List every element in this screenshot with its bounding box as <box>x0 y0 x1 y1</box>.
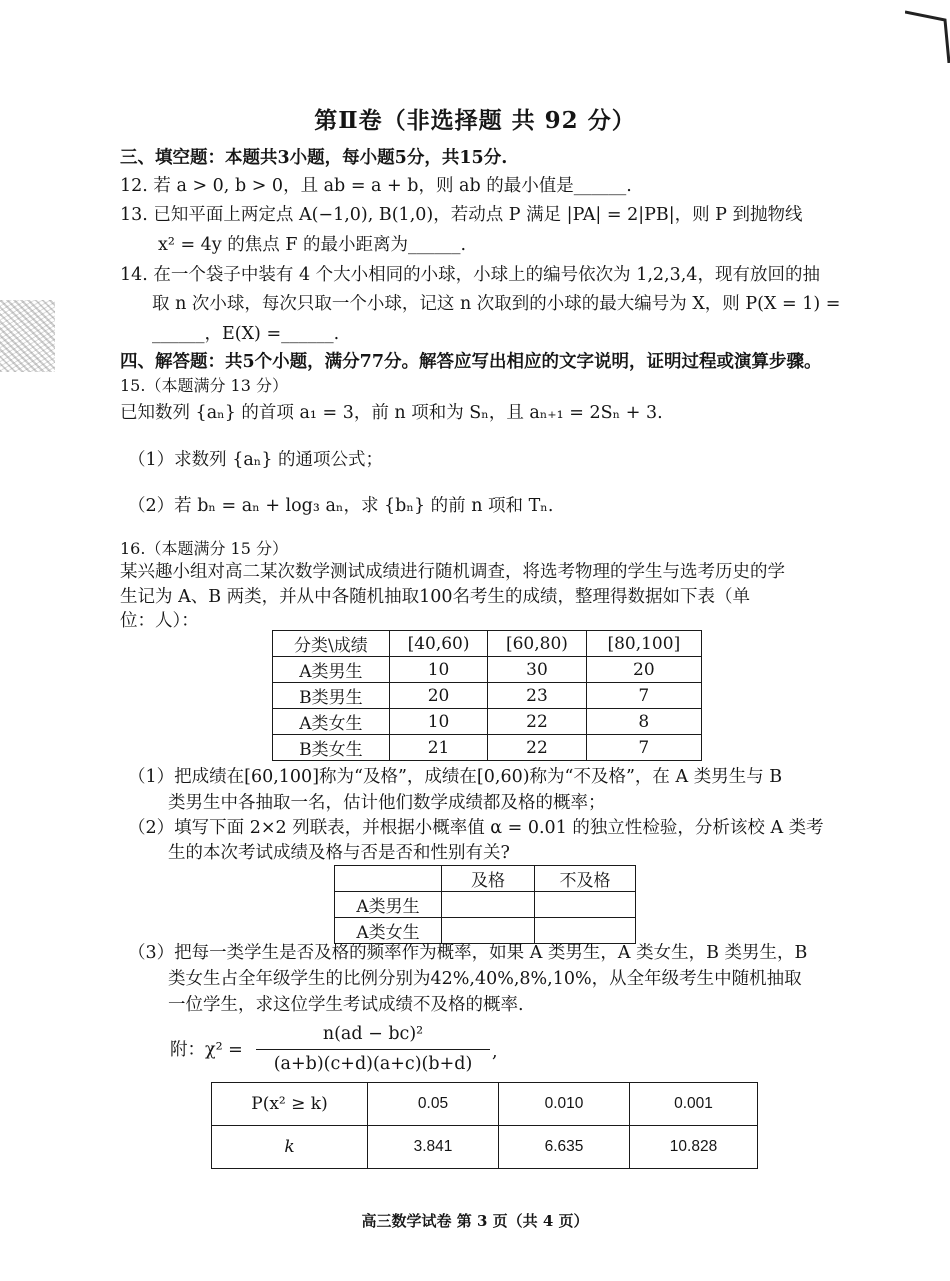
table-row <box>273 683 702 709</box>
table-cell: 0.010 <box>499 1083 630 1126</box>
score-distribution-table <box>272 630 702 761</box>
question-13-line-1: 13. 已知平面上两定点 A(−1,0), B(1,0)，若动点 P 满足 |PA| = 2|PB|，则 P 到抛物线 <box>120 205 803 225</box>
table-row <box>212 1126 758 1169</box>
table-cell: B类女生 <box>273 735 390 761</box>
scan-corner-mark <box>905 8 950 63</box>
question-14-line-3: ______，E(X) =______. <box>152 324 340 344</box>
table-cell: A类男生 <box>273 657 390 683</box>
table-cell: 23 <box>488 683 586 709</box>
table-header-cell: 及格 <box>442 866 535 892</box>
table-header-row <box>273 631 702 657</box>
table-cell: 30 <box>488 657 586 683</box>
question-16-part-3-line-3: 一位学生，求这位学生考试成绩不及格的概率. <box>168 995 524 1015</box>
question-16-part-2-line-2: 生的本次考试成绩及格与否是否和性别有关? <box>168 843 510 863</box>
table-cell: 7 <box>586 683 701 709</box>
question-16-part-2-line-1: （2）填写下面 2×2 列联表，并根据小概率值 α = 0.01 的独立性检验，分析该校 A 类考 <box>128 818 824 838</box>
table-header-row <box>335 866 636 892</box>
page-footer: 高三数学试卷 第 3 页（共 4 页） <box>361 1212 589 1230</box>
question-16-part-1-line-1: （1）把成绩在[60,100]称为“及格”，成绩在[0,60)称为“不及格”，在 A 类男生与 B <box>128 767 783 787</box>
table-row <box>212 1083 758 1126</box>
fraction-bar <box>256 1049 490 1050</box>
table-header-cell: 不及格 <box>535 866 636 892</box>
table-cell: k <box>212 1126 368 1169</box>
question-16-stem-line-1: 某兴趣小组对高二某次数学测试成绩进行随机调查，将选考物理的学生与选考历史的学 <box>120 562 785 582</box>
table-cell: A类女生 <box>335 918 442 944</box>
appendix-label: 附：χ² = <box>170 1040 243 1060</box>
table-cell: 6.635 <box>499 1126 630 1169</box>
contingency-table <box>334 865 636 944</box>
table-row <box>273 735 702 761</box>
table-cell: 20 <box>586 657 701 683</box>
table-header-cell: [80,100] <box>586 631 701 657</box>
formula-denominator: (a+b)(c+d)(a+c)(b+d) <box>273 1054 473 1074</box>
table-cell: 8 <box>586 709 701 735</box>
table-cell: P(x² ≥ k) <box>212 1083 368 1126</box>
table-cell: 0.05 <box>368 1083 499 1126</box>
question-15-part-1: （1）求数列 {aₙ} 的通项公式； <box>128 450 384 470</box>
critical-value-table <box>211 1082 758 1169</box>
table-header-cell: [60,80) <box>488 631 586 657</box>
table-cell: 7 <box>586 735 701 761</box>
table-cell: 0.001 <box>630 1083 758 1126</box>
question-16-stem-line-3: 位：人）： <box>120 611 199 631</box>
table-header-cell: 分类\成绩 <box>273 631 390 657</box>
table-cell: 21 <box>389 735 487 761</box>
formula-tail: , <box>492 1042 498 1062</box>
question-16-part-3-line-2: 类女生占全年级学生的比例分别为42%,40%,8%,10%，从全年级考生中随机抽取 <box>168 969 802 989</box>
question-12: 12. 若 a > 0, b > 0，且 ab = a + b，则 ab 的最小值是______. <box>120 176 632 196</box>
question-16-part-3-line-1: （3）把每一类学生是否及格的频率作为概率，如果 A 类男生，A 类女生，B 类男生，B <box>128 943 808 963</box>
table-header-cell: [40,60) <box>389 631 487 657</box>
question-14-line-1: 14. 在一个袋子中装有 4 个大小相同的小球，小球上的编号依次为 1,2,3,4，现有放回的抽 <box>120 265 820 285</box>
table-row <box>273 657 702 683</box>
formula-numerator: n(ad − bc)² <box>322 1024 424 1044</box>
question-15-stem: 已知数列 {aₙ} 的首项 a₁ = 3，前 n 项和为 Sₙ，且 aₙ₊₁ = 2Sₙ + 3. <box>120 403 663 423</box>
table-cell: A类女生 <box>273 709 390 735</box>
table-cell: 3.841 <box>368 1126 499 1169</box>
blank-answer-cell <box>442 918 535 944</box>
paper-section-title: 第Ⅱ卷（非选择题 共 92 分） <box>314 107 636 134</box>
table-cell: 10.828 <box>630 1126 758 1169</box>
table-cell: B类男生 <box>273 683 390 709</box>
question-16-header: 16.（本题满分 15 分） <box>120 539 288 558</box>
question-15-header: 15.（本题满分 13 分） <box>120 376 288 395</box>
table-cell: 22 <box>488 735 586 761</box>
question-13-line-2: x² = 4y 的焦点 F 的最小距离为______. <box>158 235 467 255</box>
table-cell: 10 <box>389 709 487 735</box>
table-row <box>335 892 636 918</box>
question-16-part-1-line-2: 类男生中各抽取一名，估计他们数学成绩都及格的概率； <box>168 793 606 813</box>
blank-answer-cell <box>535 892 636 918</box>
fill-in-heading: 三、填空题：本题共3小题，每小题5分，共15分. <box>120 148 508 168</box>
table-cell: A类男生 <box>335 892 442 918</box>
question-15-part-2: （2）若 bₙ = aₙ + log₃ aₙ，求 {bₙ} 的前 n 项和 Tₙ. <box>128 496 554 516</box>
answer-heading: 四、解答题：共5个小题，满分77分。解答应写出相应的文字说明，证明过程或演算步骤。 <box>120 352 822 372</box>
table-cell: 20 <box>389 683 487 709</box>
question-16-stem-line-2: 生记为 A、B 两类，并从中各随机抽取100名考生的成绩，整理得数据如下表（单 <box>120 587 751 607</box>
table-cell: 10 <box>389 657 487 683</box>
table-header-cell <box>335 866 442 892</box>
table-row <box>273 709 702 735</box>
blank-answer-cell <box>535 918 636 944</box>
blank-answer-cell <box>442 892 535 918</box>
question-14-line-2: 取 n 次小球，每次只取一个小球，记这 n 次取到的小球的最大编号为 X，则 P(X = 1) = <box>152 294 841 314</box>
table-row <box>335 918 636 944</box>
scan-noise-mark <box>0 300 55 372</box>
table-cell: 22 <box>488 709 586 735</box>
